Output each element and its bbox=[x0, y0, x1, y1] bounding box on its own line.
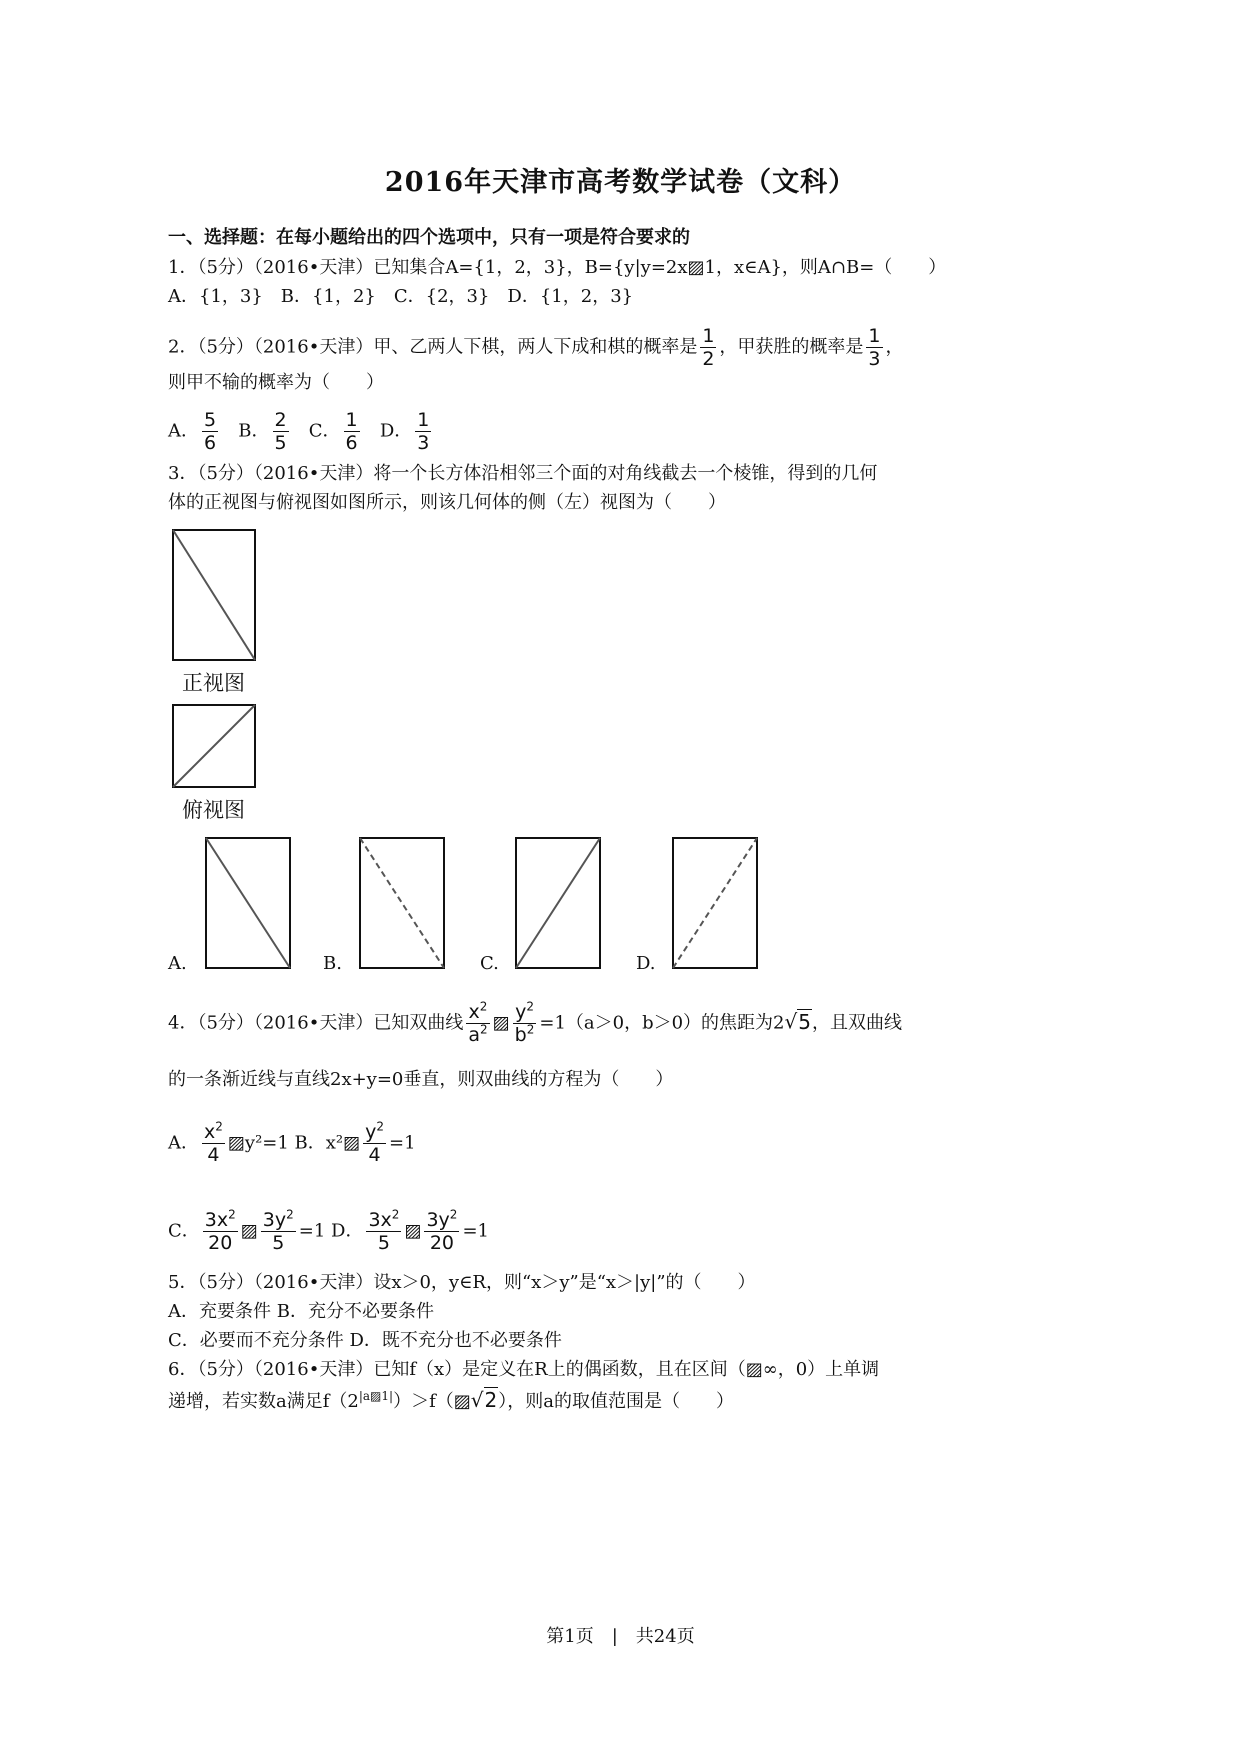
question-4-options-ab: A． $\frac{x^2}{4}$ ▨y²=1 B．x²▨ $\frac{y^2}{4}$ =1 bbox=[168, 1119, 416, 1166]
question-6-line2: 递增，若实数a满足$f(2^{|a▨1|})>f(▨√2)$，则a的取值范围是（ ） bbox=[168, 1388, 734, 1412]
question-4-line2: 的一条渐近线与直线2x+y=0垂直，则双曲线的方程为（ ） bbox=[168, 1069, 674, 1090]
question-2-stem: 2．（5分）（2016•天津）甲、乙两人下棋，两人下成和棋的概率是 $\frac{1}{2}$ ，甲获胜的概率是 $\frac{1}{3}$ ， bbox=[168, 325, 904, 370]
question-5-stem: 5．（5分）（2016•天津）设x＞0，y∈R，则“x＞y”是“x＞|y|”的（ ） bbox=[168, 1272, 756, 1293]
option-d-label: D. bbox=[636, 953, 656, 974]
page-title: 2016年天津市高考数学试卷（文科） bbox=[384, 167, 857, 198]
front-view-figure bbox=[168, 528, 258, 664]
question-4-options-cd: C． $\frac{3x^2}{20}$ ▨ $\frac{3y^2}{5}$ =1 D． $\frac{3x^2}{5}$ ▨ $\frac{3y^2}{20}$ =1 bbox=[168, 1207, 489, 1254]
page-footer: 第1页 | 共24页 bbox=[546, 1626, 695, 1647]
question-1-options: A．{1，3} B．{1，2} C．{2，3} D．{1，2，3} bbox=[168, 286, 634, 307]
question-2-line2: 则甲不输的概率为（ ） bbox=[168, 372, 384, 393]
option-d-figure bbox=[670, 835, 760, 971]
fraction-draw-probability: $\frac{1}{2}$ bbox=[702, 325, 715, 370]
question-5-options-1: A．充要条件 B．充分不必要条件 bbox=[168, 1301, 434, 1322]
question-5-options-2: C．必要而不充分条件 D．既不充分也不必要条件 bbox=[168, 1330, 562, 1351]
question-1-stem: 1．（5分）（2016•天津）已知集合A={1，2，3}，B={y|y=2x▨1，x∈A}，则A∩B=（ ） bbox=[168, 257, 947, 278]
sqrt-5: √5 bbox=[784, 1009, 811, 1034]
option-b-figure bbox=[357, 835, 447, 971]
option-c-figure bbox=[513, 835, 603, 971]
top-view-label: 俯视图 bbox=[182, 798, 245, 822]
front-view-label: 正视图 bbox=[182, 671, 245, 695]
sqrt-2: √2 bbox=[470, 1388, 498, 1412]
option-b-label: B. bbox=[323, 953, 342, 974]
question-2-options: A． $\frac{5}{6}$ B． $\frac{2}{5}$ C． $\frac{1}{6}$ D． $\frac{1}{3}$ bbox=[168, 409, 430, 454]
fraction-win-probability: $\frac{1}{3}$ bbox=[868, 325, 881, 370]
option-a-figure bbox=[203, 835, 293, 971]
section-heading: 一、选择题：在每小题给出的四个选项中，只有一项是符合要求的 bbox=[168, 227, 690, 248]
question-4-stem: 4．（5分）（2016•天津）已知双曲线 $\frac{x^2}{a^2}$ ▨ $\frac{y^2}{b^2}$ =1（a＞0，b＞0）的焦距为2√5，且双曲线 bbox=[168, 999, 902, 1046]
top-view-figure bbox=[168, 702, 258, 790]
option-c-label: C. bbox=[480, 953, 499, 974]
option-a-label: A. bbox=[168, 953, 187, 974]
question-3-line2: 体的正视图与俯视图如图所示，则该几何体的侧（左）视图为（ ） bbox=[168, 492, 726, 513]
question-3-line1: 3．（5分）（2016•天津）将一个长方体沿相邻三个面的对角线截去一个棱锥，得到的几何 bbox=[168, 463, 878, 484]
question-6-line1: 6．（5分）（2016•天津）已知f（x）是定义在R上的偶函数，且在区间（▨∞，0）上单调 bbox=[168, 1359, 880, 1380]
